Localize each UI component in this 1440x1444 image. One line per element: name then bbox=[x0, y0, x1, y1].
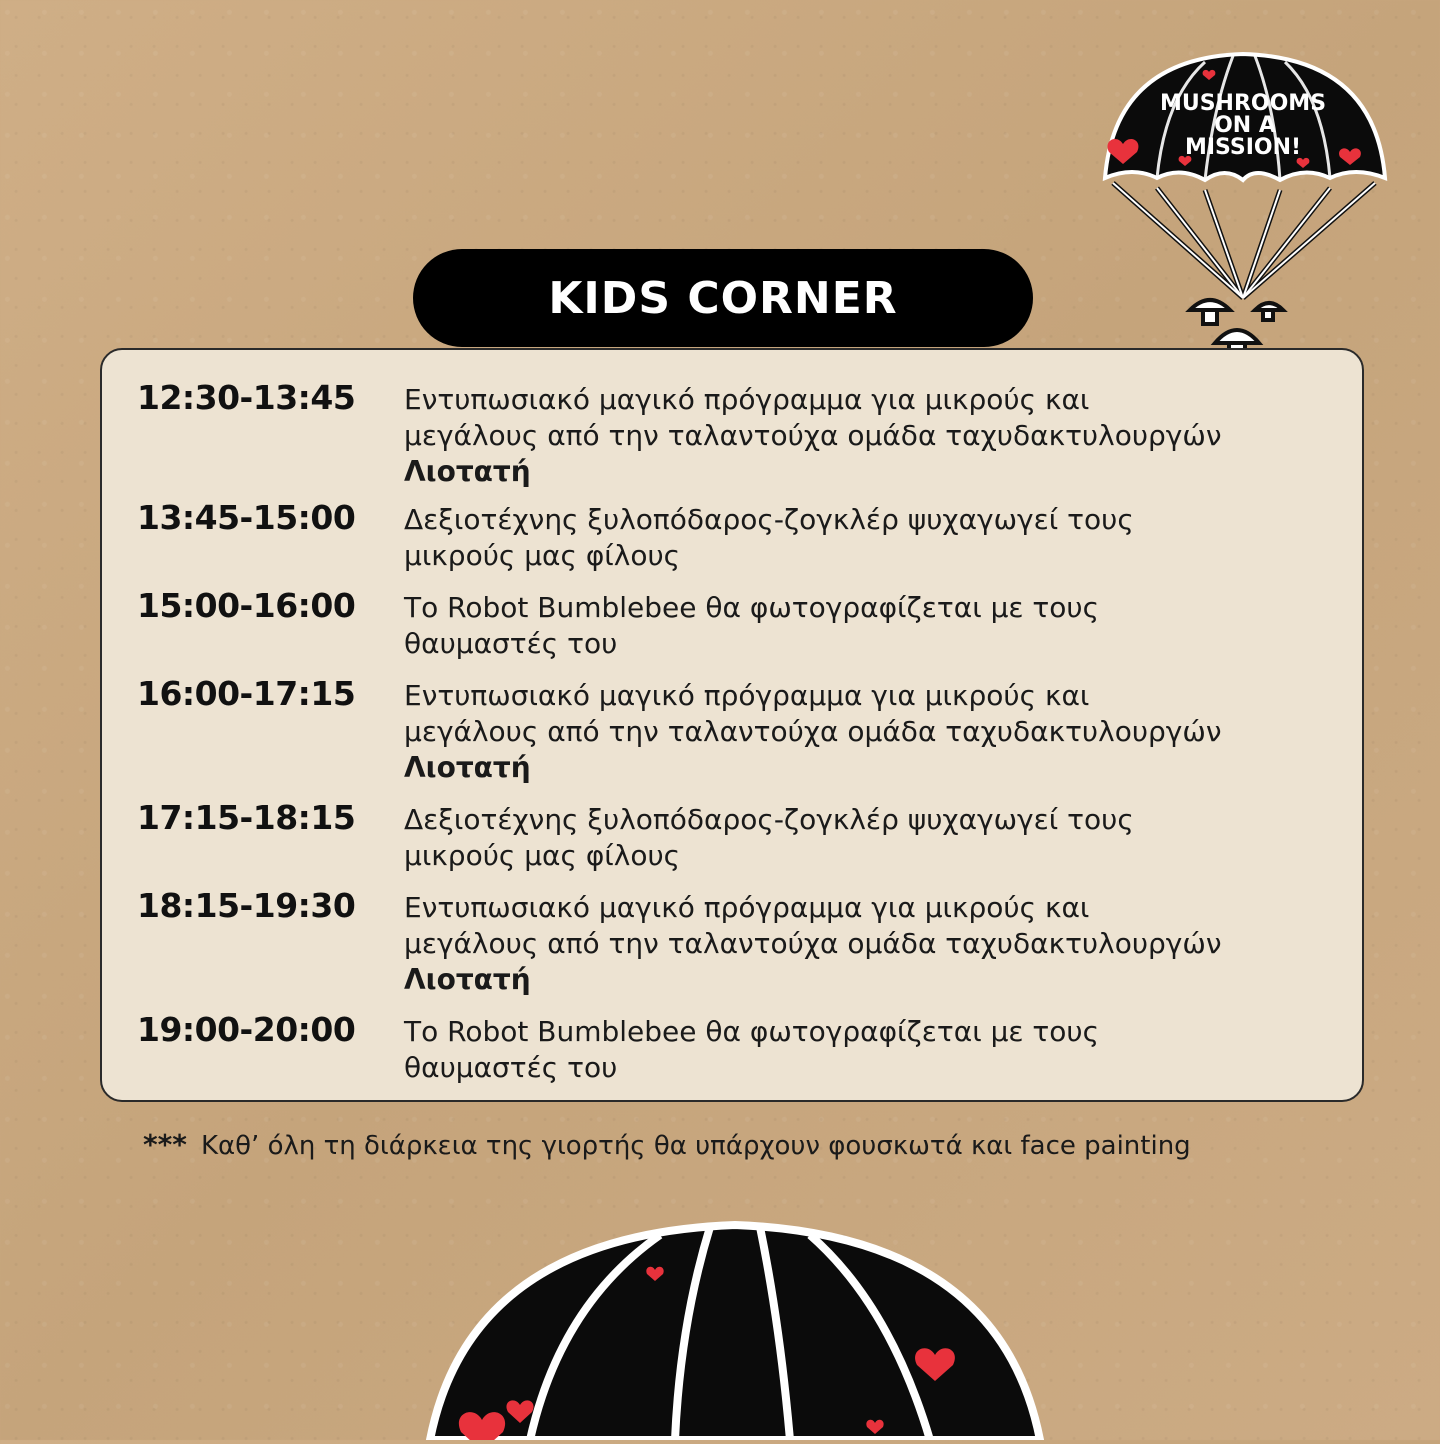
schedule-time: 19:00-20:00 bbox=[137, 1010, 356, 1049]
description-line: Το Robot Bumblebee θα φωτογραφίζεται με τους bbox=[404, 1015, 1100, 1048]
performer-name: Λιοτατή bbox=[404, 455, 531, 488]
description-line: Εντυπωσιακό μαγικό πρόγραμμα για μικρούς και bbox=[404, 383, 1090, 416]
description-line: μεγάλους από την ταλαντούχα ομάδα ταχυδακτυλουργών bbox=[404, 715, 1222, 748]
schedule-time: 13:45-15:00 bbox=[137, 498, 356, 537]
description-line: Δεξιοτέχνης ξυλοπόδαρος-ζογκλέρ ψυχαγωγεί τους bbox=[404, 503, 1134, 536]
parachute-canopy-decoration bbox=[410, 1195, 1060, 1440]
schedule-description bbox=[404, 890, 1354, 998]
logo-line-2: ON A bbox=[1214, 113, 1276, 138]
logo-line-1: MUSHROOMS bbox=[1159, 91, 1327, 116]
schedule-description bbox=[404, 382, 1354, 490]
page-title: KIDS CORNER bbox=[548, 272, 898, 324]
schedule-time: 18:15-19:30 bbox=[137, 886, 356, 925]
description-line: Εντυπωσιακό μαγικό πρόγραμμα για μικρούς και bbox=[404, 679, 1090, 712]
footnote-stars: *** bbox=[143, 1128, 187, 1161]
description-line: μεγάλους από την ταλαντούχα ομάδα ταχυδακτυλουργών bbox=[404, 927, 1222, 960]
performer-name: Λιοτατή bbox=[404, 751, 531, 784]
description-line: Δεξιοτέχνης ξυλοπόδαρος-ζογκλέρ ψυχαγωγεί τους bbox=[404, 803, 1134, 836]
description-line: μικρούς μας φίλους bbox=[404, 839, 681, 872]
schedule-description bbox=[404, 1014, 1354, 1086]
schedule-time: 16:00-17:15 bbox=[137, 674, 356, 713]
schedule-description bbox=[404, 678, 1354, 786]
description-line: Εντυπωσιακό μαγικό πρόγραμμα για μικρούς και bbox=[404, 891, 1090, 924]
title-pill bbox=[413, 249, 1033, 347]
schedule-time: 17:15-18:15 bbox=[137, 798, 356, 837]
schedule-box bbox=[100, 348, 1364, 1102]
performer-name: Λιοτατή bbox=[404, 963, 531, 996]
schedule-description bbox=[404, 802, 1354, 874]
logo-line-3: MISSION! bbox=[1184, 135, 1302, 160]
schedule-description bbox=[404, 502, 1354, 574]
schedule-time: 15:00-16:00 bbox=[137, 586, 356, 625]
schedule-description bbox=[404, 590, 1354, 662]
description-line: Το Robot Bumblebee θα φωτογραφίζεται με τους bbox=[404, 591, 1100, 624]
mushrooms-on-a-mission-logo bbox=[1095, 48, 1395, 368]
description-line: θαυμαστές του bbox=[404, 1051, 618, 1084]
footnote-text: Καθ’ όλη τη διάρκεια της γιορτής θα υπάρχουν φουσκωτά και face painting bbox=[200, 1131, 1191, 1161]
description-line: μεγάλους από την ταλαντούχα ομάδα ταχυδακτυλουργών bbox=[404, 419, 1222, 452]
description-line: μικρούς μας φίλους bbox=[404, 539, 681, 572]
schedule-time: 12:30-13:45 bbox=[137, 378, 356, 417]
description-line: θαυμαστές του bbox=[404, 627, 618, 660]
footnote bbox=[143, 1128, 1191, 1161]
